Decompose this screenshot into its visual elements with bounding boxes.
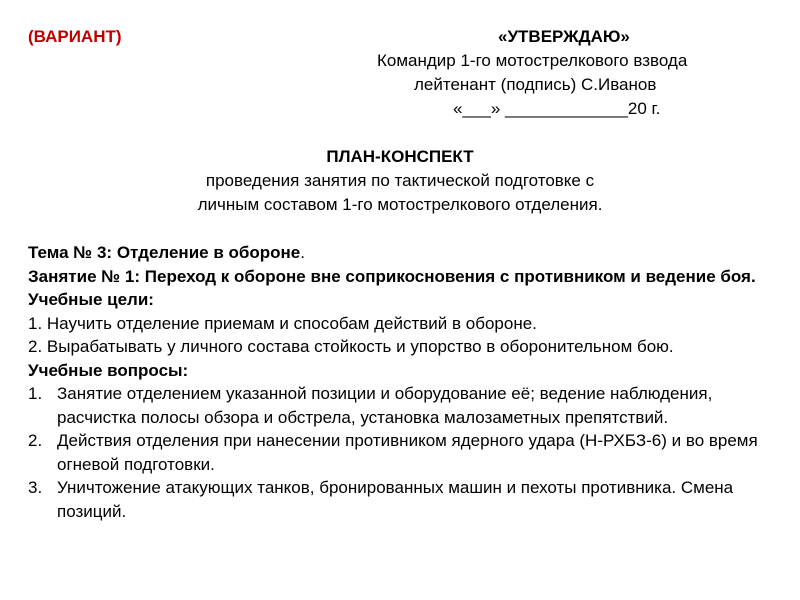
lesson-line: [28, 265, 788, 289]
plan-subtitle-line2: личным составом 1-го мотострелкового отделения.: [197, 195, 603, 214]
topic-line: [28, 241, 788, 265]
question-item-1: [28, 382, 788, 429]
goal-item-1: 1. Научить отделение приемам и способам действий в обороне.: [28, 313, 537, 333]
plan-subtitle-line1: проведения занятия по тактической подготовке с: [205, 171, 595, 190]
question-item-2: [28, 429, 788, 476]
question-text: Уничтожение атакующих танков, бронированных машин и пехоты противника. Смена позиций.: [57, 478, 734, 521]
plan-title: ПЛАН-КОНСПЕКТ: [326, 147, 474, 166]
approval-date-line: «___» _____________20 г.: [453, 99, 661, 118]
approval-signature-line: лейтенант (подпись) С.Иванов: [414, 75, 657, 94]
questions-heading: Учебные вопросы:: [28, 360, 189, 380]
question-number: 2.: [28, 431, 43, 450]
topic-text: Отделение в обороне: [116, 243, 301, 262]
question-item-3: [28, 476, 788, 523]
lesson-label: Занятие № 1:: [28, 266, 141, 286]
goals-heading: Учебные цели:: [28, 290, 154, 309]
question-number: 1.: [28, 384, 43, 403]
variant-label: (ВАРИАНТ): [28, 27, 122, 46]
topic-label: Тема № 3:: [28, 243, 113, 262]
question-text: Занятие отделением указанной позиции и оборудование её; ведение наблюдения, расчистка полосы обзора и обстрела, установка малозаметных препятствий.: [57, 384, 713, 427]
approval-title: «УТВЕРЖДАЮ»: [498, 27, 630, 46]
lesson-text: Переход к обороне вне соприкосновения с противником и ведение боя.: [144, 266, 756, 286]
approval-commander-line: Командир 1-го мотострелкового взвода: [377, 51, 688, 70]
topic-tail: .: [300, 243, 305, 262]
question-number: 3.: [28, 478, 43, 497]
question-text: Действия отделения при нанесении противником ядерного удара (Н-РХБЗ-6) и во время огневой подготовки.: [57, 431, 758, 474]
goal-item-2: 2. Вырабатывать у личного состава стойкость и упорство в оборонительном бою.: [28, 337, 674, 356]
plan-body: [28, 241, 788, 523]
